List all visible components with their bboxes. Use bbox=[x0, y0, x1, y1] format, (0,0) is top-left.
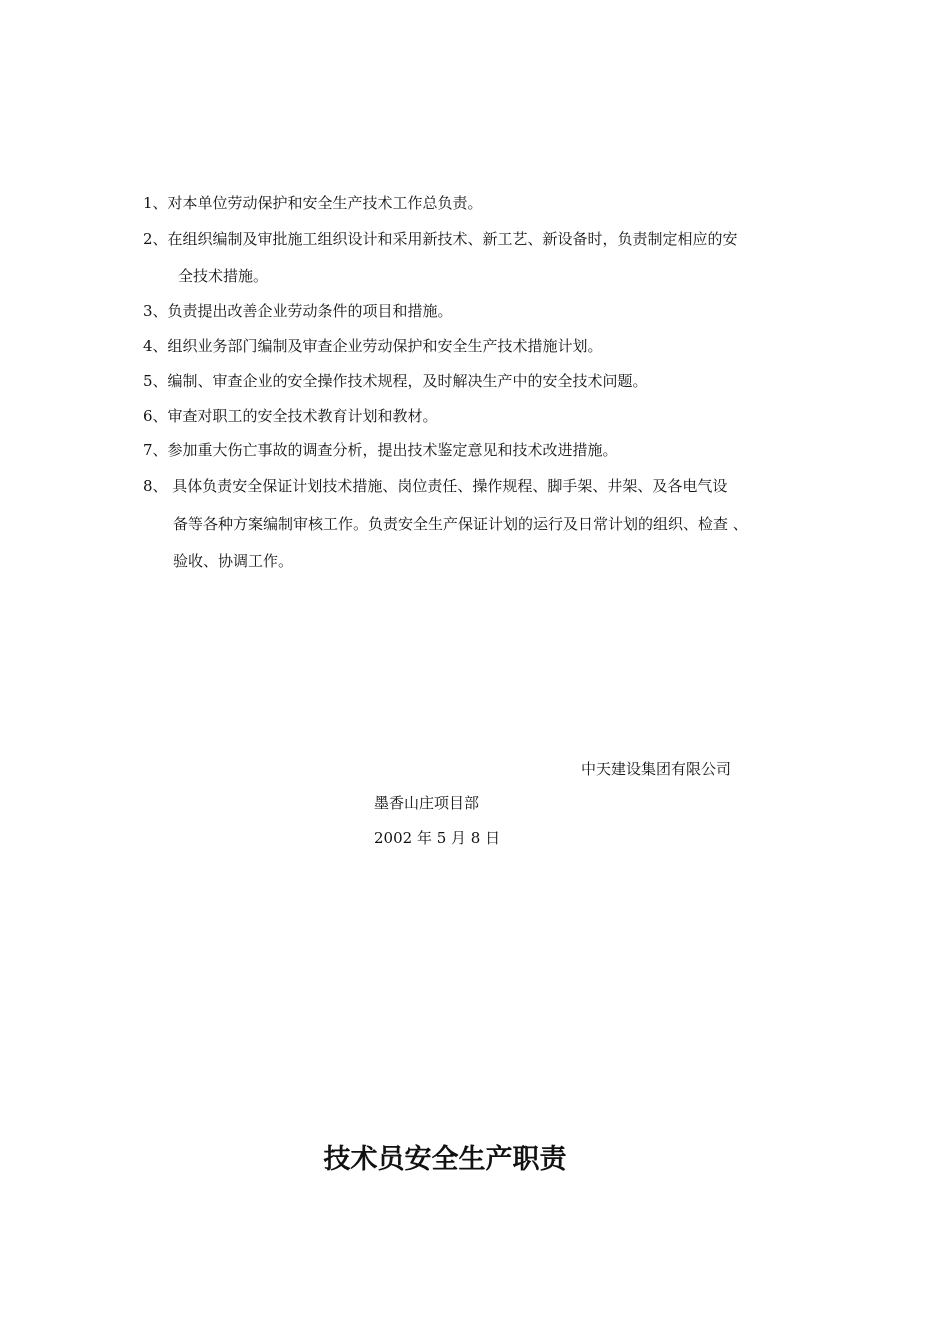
duty-item-7: 7、参加重大伤亡事故的调查分析，提出技术鉴定意见和技术改进措施。 bbox=[143, 441, 618, 459]
section-title: 技术员安全生产职责 bbox=[323, 1144, 567, 1175]
duty-item-6: 6、审查对职工的安全技术教育计划和教材。 bbox=[143, 407, 438, 425]
signature-date: 2002 年 5 月 8 日 bbox=[374, 829, 501, 847]
duty-item-8-continued: 备等各种方案编制审核工作。负责安全生产保证计划的运行及日常计划的组织、检查 、 bbox=[173, 515, 748, 533]
signature-department: 墨香山庄项目部 bbox=[374, 794, 480, 812]
duty-item-1: 1、对本单位劳动保护和安全生产技术工作总负责。 bbox=[143, 194, 483, 212]
duty-item-2-continued: 全技术措施。 bbox=[178, 267, 269, 285]
duty-item-5: 5、编制、审查企业的安全操作技术规程，及时解决生产中的安全技术问题。 bbox=[143, 372, 648, 390]
duty-item-4: 4、组织业务部门编制及审查企业劳动保护和安全生产技术措施计划。 bbox=[143, 337, 603, 355]
duty-item-8-continued-2: 验收、协调工作。 bbox=[173, 552, 294, 570]
duty-item-2: 2、在组织编制及审批施工组织设计和采用新技术、新工艺、新设备时，负责制定相应的安 bbox=[143, 230, 738, 248]
duty-item-8: 8、 具体负责安全保证计划技术措施、岗位责任、操作规程、脚手架、井架、及各电气设 bbox=[143, 477, 728, 495]
signature-company: 中天建设集团有限公司 bbox=[581, 760, 732, 778]
duty-item-3: 3、负责提出改善企业劳动条件的项目和措施。 bbox=[143, 302, 453, 320]
